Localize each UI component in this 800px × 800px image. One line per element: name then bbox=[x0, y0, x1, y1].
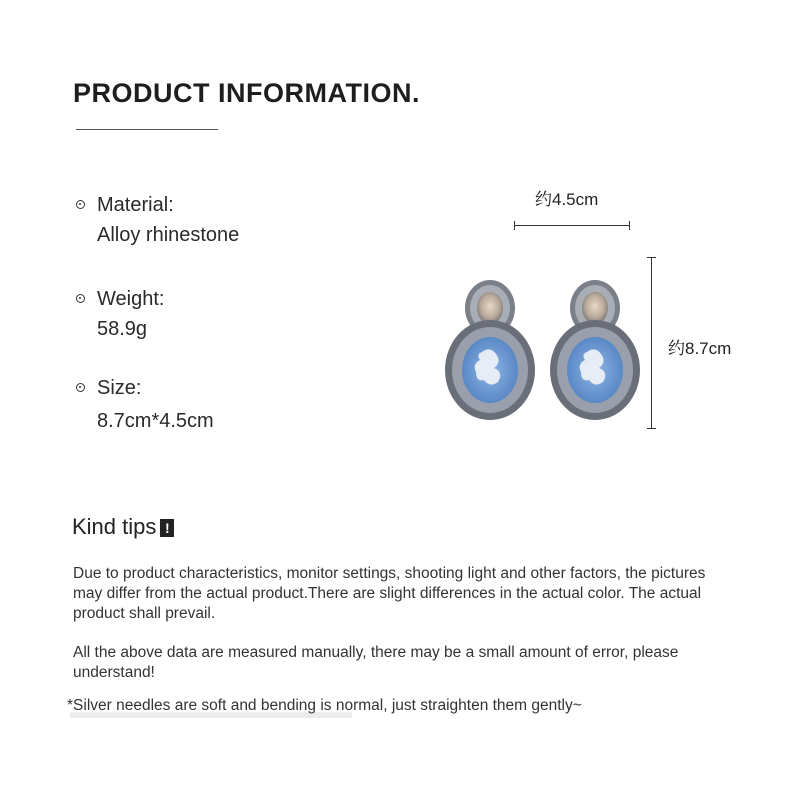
spec-value: 58.9g bbox=[97, 318, 148, 340]
alert-icon: ! bbox=[160, 519, 174, 537]
spec-value: Alloy rhinestone bbox=[97, 224, 240, 246]
tips-paragraph-1: Due to product characteristics, monitor settings, shooting light and other factors, the pictures may differ from the actual product.There are slight differences in the actual color. The actual product shall prevail. bbox=[73, 565, 706, 622]
circle-bullet-icon bbox=[76, 294, 85, 303]
earrings-product-image bbox=[440, 272, 640, 432]
kind-tips-heading bbox=[72, 514, 174, 540]
circle-bullet-icon bbox=[76, 200, 85, 209]
height-dimension-line bbox=[651, 257, 652, 429]
spec-label: Material: bbox=[97, 194, 174, 216]
kind-tips-label: Kind tips bbox=[72, 514, 157, 539]
circle-bullet-icon bbox=[76, 383, 85, 392]
title-underline bbox=[76, 129, 218, 130]
height-dimension-label: 约8.7cm bbox=[668, 339, 732, 358]
left-earring bbox=[445, 280, 535, 420]
width-dimension-line bbox=[514, 225, 630, 226]
spec-value: 8.7cm*4.5cm bbox=[97, 410, 214, 432]
spec-label: Size: bbox=[97, 377, 142, 399]
tips-paragraph-2: All the above data are measured manually, there may be a small amount of error, please understand! bbox=[73, 644, 679, 681]
needle-note: *Silver needles are soft and bending is normal, just straighten them gently~ bbox=[67, 697, 582, 714]
width-dimension-label: 约4.5cm bbox=[535, 190, 599, 209]
right-earring bbox=[550, 280, 640, 420]
spec-label: Weight: bbox=[97, 288, 165, 310]
page-title: PRODUCT INFORMATION. bbox=[73, 78, 420, 108]
